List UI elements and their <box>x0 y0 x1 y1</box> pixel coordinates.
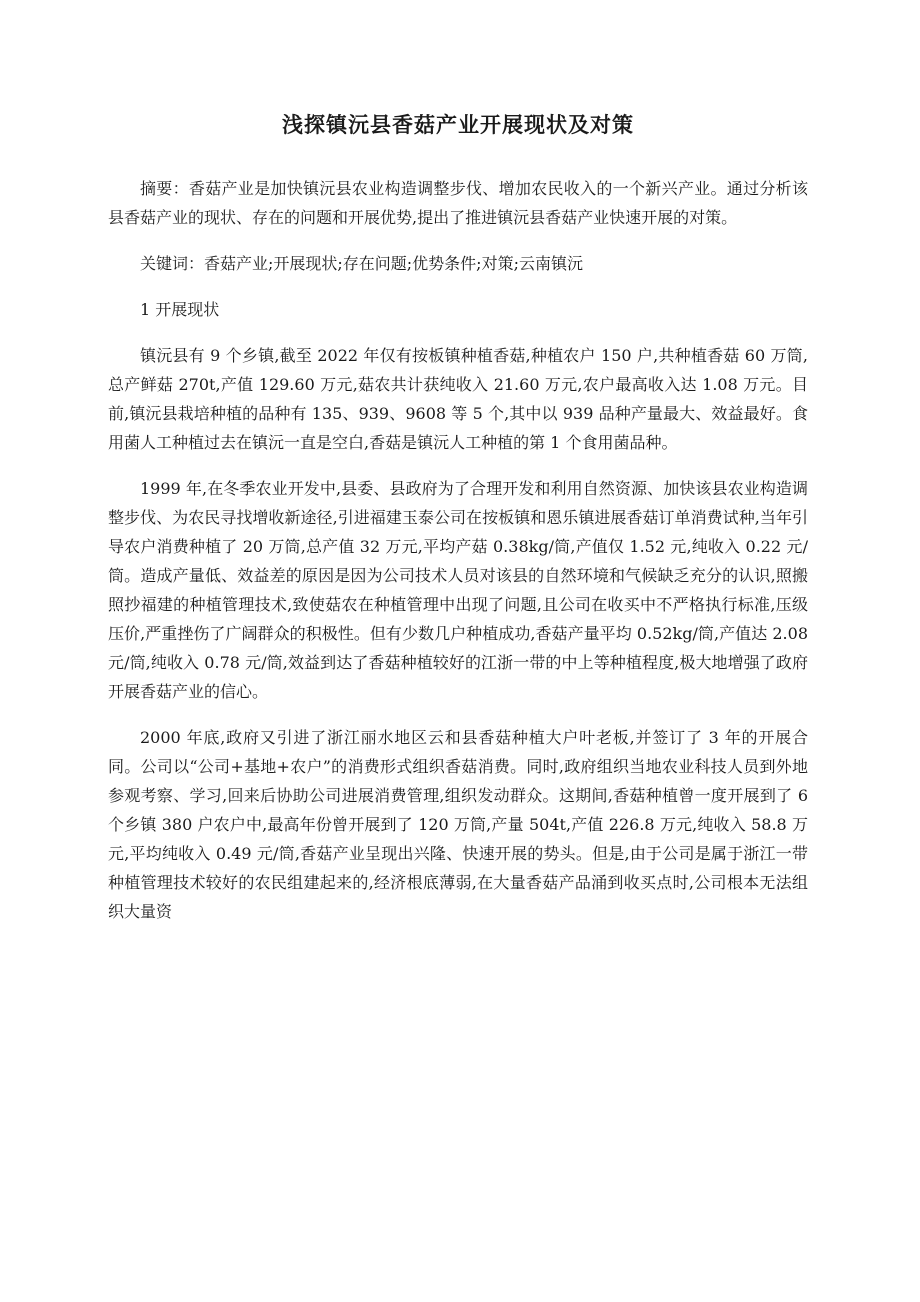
body-paragraph: 2000 年底,政府又引进了浙江丽水地区云和县香菇种植大户叶老板,并签订了 3 年的开展合同。公司以“公司+基地+农户”的消费形式组织香菇消费。同时,政府组织当地农业科技人员到外地参观考察、学习,回来后协助公司进展消费管理,组织发动群众。这期间,香菇种植曾一度开展到了 6 个乡镇 380 户农户中,最高年份曾开展到了 120 万筒,产量 504t,产值 226.8 万元,纯收入 58.8 万元,平均纯收入 0.49 元/筒,香菇产业呈现出兴隆、快速开展的势头。但是,由于公司是属于浙江一带种植管理技术较好的农民组建起来的,经济根底薄弱,在大量香菇产品涌到收买点时,公司根本无法组织大量资 <box>108 728 808 921</box>
abstract-paragraph: 摘要：香菇产业是加快镇沅县农业构造调整步伐、增加农民收入的一个新兴产业。通过分析该县香菇产业的现状、存在的问题和开展优势,提出了推进镇沅县香菇产业快速开展的对策。 <box>108 179 808 227</box>
document-title: 浅探镇沅县香菇产业开展现状及对策 <box>282 113 634 137</box>
document-page <box>108 110 808 943</box>
keywords-line: 关键词：香菇产业;开展现状;存在问题;优势条件;对策;云南镇沅 <box>140 254 583 273</box>
body-paragraph: 镇沅县有 9 个乡镇,截至 2022 年仅有按板镇种植香菇,种植农户 150 户,共种植香菇 60 万筒,总产鲜菇 270t,产值 129.60 万元,菇农共计获纯收入 21.60 万元,农户最高收入达 1.08 万元。目前,镇沅县栽培种植的品种有 135、939、9608 等 5 个,其中以 939 品种产量最大、效益最好。食用菌人工种植过去在镇沅一直是空白,香菇是镇沅人工种植的第 1 个食用菌品种。 <box>108 346 808 452</box>
section-heading: 1 开展现状 <box>140 300 220 319</box>
body-paragraph: 1999 年,在冬季农业开发中,县委、县政府为了合理开发和利用自然资源、加快该县农业构造调整步伐、为农民寻找增收新途径,引进福建玉泰公司在按板镇和恩乐镇进展香菇订单消费试种,当年引导农户消费种植了 20 万筒,总产值 32 万元,平均产菇 0.38kg/筒,产值仅 1.52 元,纯收入 0.22 元/筒。造成产量低、效益差的原因是因为公司技术人员对该县的自然环境和气候缺乏充分的认识,照搬照抄福建的种植管理技术,致使菇农在种植管理中出现了问题,且公司在收买中不严格执行标准,压级压价,严重挫伤了广阔群众的积极性。但有少数几户种植成功,香菇产量平均 0.52kg/筒,产值达 2.08 元/筒,纯收入 0.78 元/筒,效益到达了香菇种植较好的江浙一带的中上等种植程度,极大地增强了政府开展香菇产业的信心。 <box>108 479 808 701</box>
